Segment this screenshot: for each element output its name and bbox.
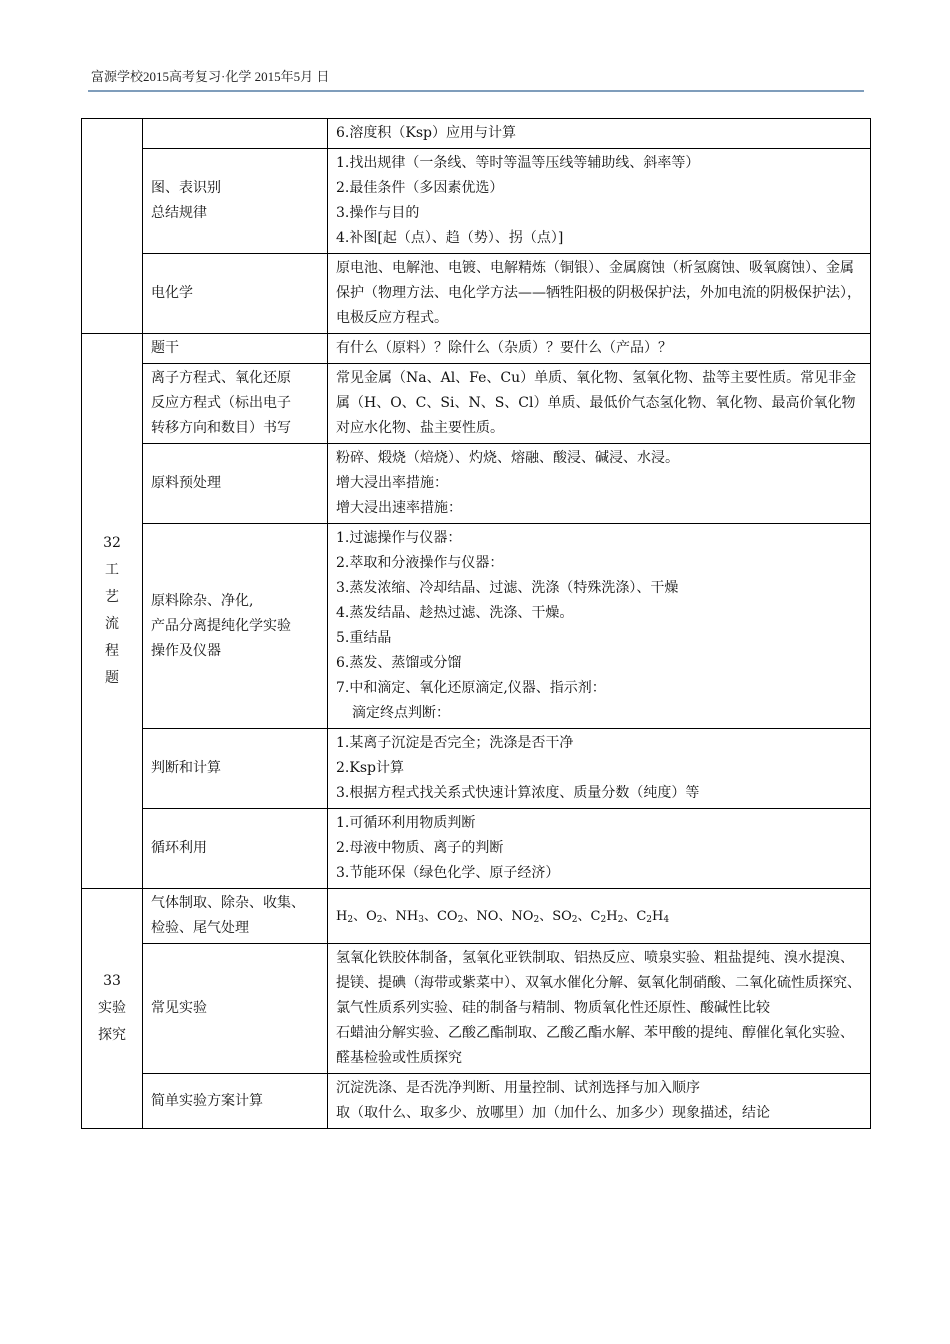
table-row (82, 809, 871, 889)
label-line: 题干 (151, 340, 179, 356)
list-item: 4.蒸发结晶、趁热过滤、洗涤、干燥。 (336, 605, 574, 621)
section-label-line: 程 (105, 643, 119, 659)
table-row (82, 944, 871, 1074)
list-item: 3.操作与目的 (336, 205, 420, 221)
gas-formula: $C_2H_2$ (590, 908, 624, 925)
paragraph: 氢氧化铁胶体制备，氢氧化亚铁制取、铝热反应、喷泉实验、粗盐提纯、溴水提溴、提镁、提碘（海带或紫菜中）、双氧水催化分解、氨氧化制硝酸、二氧化硫性质探究、氯气性质系列实验、硅的制备与精制、物质氧化性还原性、酸碱性比较 (336, 950, 861, 1016)
section-label-line: 艺 (105, 589, 119, 605)
row-label (143, 809, 328, 889)
gas-formula: $O_2$ (366, 908, 383, 925)
section-label-line: 33 (103, 973, 121, 989)
label-line: 操作及仪器 (151, 642, 221, 659)
list-item: 1.某离子沉淀是否完全；洗涤是否干净 (336, 735, 574, 751)
label-line: 离子方程式、氧化还原 (151, 370, 291, 386)
table-row (82, 119, 871, 149)
row-label (143, 524, 328, 729)
list-item: 2.Ksp计算 (336, 760, 404, 776)
label-line: 反应方程式（标出电子 (151, 395, 291, 411)
list-item: 5.重结晶 (336, 630, 392, 646)
label-line: 常见实验 (151, 1000, 207, 1016)
list-item: 6.溶度积（Ksp）应用与计算 (336, 125, 516, 141)
table-row (82, 364, 871, 444)
row-label (143, 729, 328, 809)
label-line: 循环利用 (151, 840, 207, 856)
gas-formula: NO (476, 908, 499, 924)
gas-formula: $C_2H_4$ (636, 908, 670, 925)
row-label (143, 444, 328, 524)
list-item: 7.中和滴定、氧化还原滴定,仪器、指示剂： (336, 680, 606, 696)
row-content (328, 729, 871, 809)
label-line: 简单实验方案计算 (151, 1092, 263, 1109)
section-label-line: 工 (105, 562, 119, 578)
table-row (82, 334, 871, 364)
list-item: 2.母液中物质、离子的判断 (336, 840, 504, 856)
review-outline-table (81, 118, 871, 1129)
label-line: 检验、尾气处理 (151, 920, 249, 936)
label-line: 电化学 (151, 285, 193, 301)
row-label (143, 944, 328, 1074)
row-label (143, 364, 328, 444)
paragraph: 石蜡油分解实验、乙酸乙酯制取、乙酸乙酯水解、苯甲酸的提纯、醇催化氧化实验、醛基检验或性质探究 (336, 1025, 854, 1066)
list-item: 滴定终点判断： (352, 705, 450, 721)
gas-formula: $H_2$ (336, 908, 354, 925)
gas-formula: $CO_2$ (436, 908, 464, 925)
label-line: 图、表识别 (151, 180, 221, 196)
table-row (82, 729, 871, 809)
row-content (328, 119, 871, 149)
gas-formula: $SO_2$ (552, 908, 578, 925)
section-label-line: 流 (105, 616, 119, 632)
row-content (328, 524, 871, 729)
row-content (328, 334, 871, 364)
list-item: 3.节能环保（绿色化学、原子经济） (336, 865, 560, 881)
list-item: 2.萃取和分液操作与仪器： (336, 555, 504, 571)
row-label (143, 1074, 328, 1129)
gas-formulas: $H_2$、$O_2$、$NH_3$、$CO_2$、NO、$NO_2$、$SO_2$、$C_2H_2$、$C_2H_4$ (336, 908, 670, 925)
page-header: 富源学校2015高考复习·化学 2015年5月 日 (91, 69, 330, 84)
table-row (82, 889, 871, 944)
row-label (143, 889, 328, 944)
section-label-line: 探究 (98, 1027, 126, 1043)
row-content (328, 149, 871, 254)
row-content (328, 444, 871, 524)
list-item: 有什么（原料）？除什么（杂质）？要什么（产品）？ (336, 340, 672, 356)
list-item: 1.找出规律（一条线、等时等温等压线等辅助线、斜率等） (336, 155, 700, 171)
section-label-line: 实验 (98, 1000, 126, 1016)
row-content (328, 944, 871, 1074)
gas-formula: $NH_3$ (395, 908, 424, 925)
table-row (82, 444, 871, 524)
label-line: 总结规律 (151, 205, 207, 221)
row-label-empty (143, 119, 328, 149)
list-item: 增大浸出率措施： (336, 475, 448, 491)
row-label (143, 334, 328, 364)
label-line: 气体制取、除杂、收集、 (151, 895, 305, 911)
row-content (328, 254, 871, 334)
list-item: 4.补图[起（点）、趋（势）、拐（点）] (336, 230, 564, 246)
list-item: 3.蒸发浓缩、冷却结晶、过滤、洗涤（特殊洗涤）、干燥 (336, 580, 679, 596)
section-label-33 (82, 889, 143, 1129)
label-line: 原料除杂、净化, (151, 592, 254, 609)
paragraph: 常见金属（Na、Al、Fe、Cu）单质、氧化物、氢氧化物、盐等主要性质。常见非金属（H、O、C、Si、N、S、Cl）单质、最低价气态氢化物、氧化物、最高价氧化物对应水化物、盐主要性质。 (336, 370, 857, 436)
table-row (82, 149, 871, 254)
row-label (143, 254, 328, 334)
list-item: 沉淀洗涤、是否洗净判断、用量控制、试剂选择与加入顺序 (336, 1080, 700, 1096)
list-item: 取（取什么、取多少、放哪里）加（加什么、加多少）现象描述，结论 (336, 1105, 770, 1121)
paragraph: 原电池、电解池、电镀、电解精炼（铜银）、金属腐蚀（析氢腐蚀、吸氧腐蚀）、金属保护（物理方法、电化学方法——牺牲阳极的阴极保护法，外加电流的阴极保护法），电极反应方程式。 (336, 260, 861, 326)
list-item: 1.可循环利用物质判断 (336, 815, 476, 831)
header-rule (88, 90, 864, 92)
table-row (82, 254, 871, 334)
section-label-line: 题 (105, 670, 119, 686)
list-item: 1.过滤操作与仪器： (336, 530, 462, 546)
section-label-empty (82, 119, 143, 334)
row-label (143, 149, 328, 254)
list-item: 3.根据方程式找关系式快速计算浓度、质量分数（纯度）等 (336, 785, 700, 801)
row-content (328, 809, 871, 889)
row-content (328, 1074, 871, 1129)
list-item: 6.蒸发、蒸馏或分馏 (336, 655, 462, 671)
list-item: 增大浸出速率措施： (336, 500, 462, 516)
section-label-line: 32 (103, 535, 121, 551)
gas-formula-list (328, 889, 871, 944)
table-row (82, 1074, 871, 1129)
gas-formula: $NO_2$ (511, 908, 540, 925)
list-item: 2.最佳条件（多因素优选） (336, 180, 504, 196)
label-line: 判断和计算 (151, 760, 221, 776)
label-line: 产品分离提纯化学实验 (151, 617, 291, 634)
row-content (328, 364, 871, 444)
list-item: 粉碎、煅烧（焙烧）、灼烧、熔融、酸浸、碱浸、水浸。 (336, 450, 679, 466)
label-line: 转移方向和数目）书写 (151, 420, 291, 436)
label-line: 原料预处理 (151, 475, 221, 491)
table-row (82, 524, 871, 729)
section-label-32 (82, 334, 143, 889)
